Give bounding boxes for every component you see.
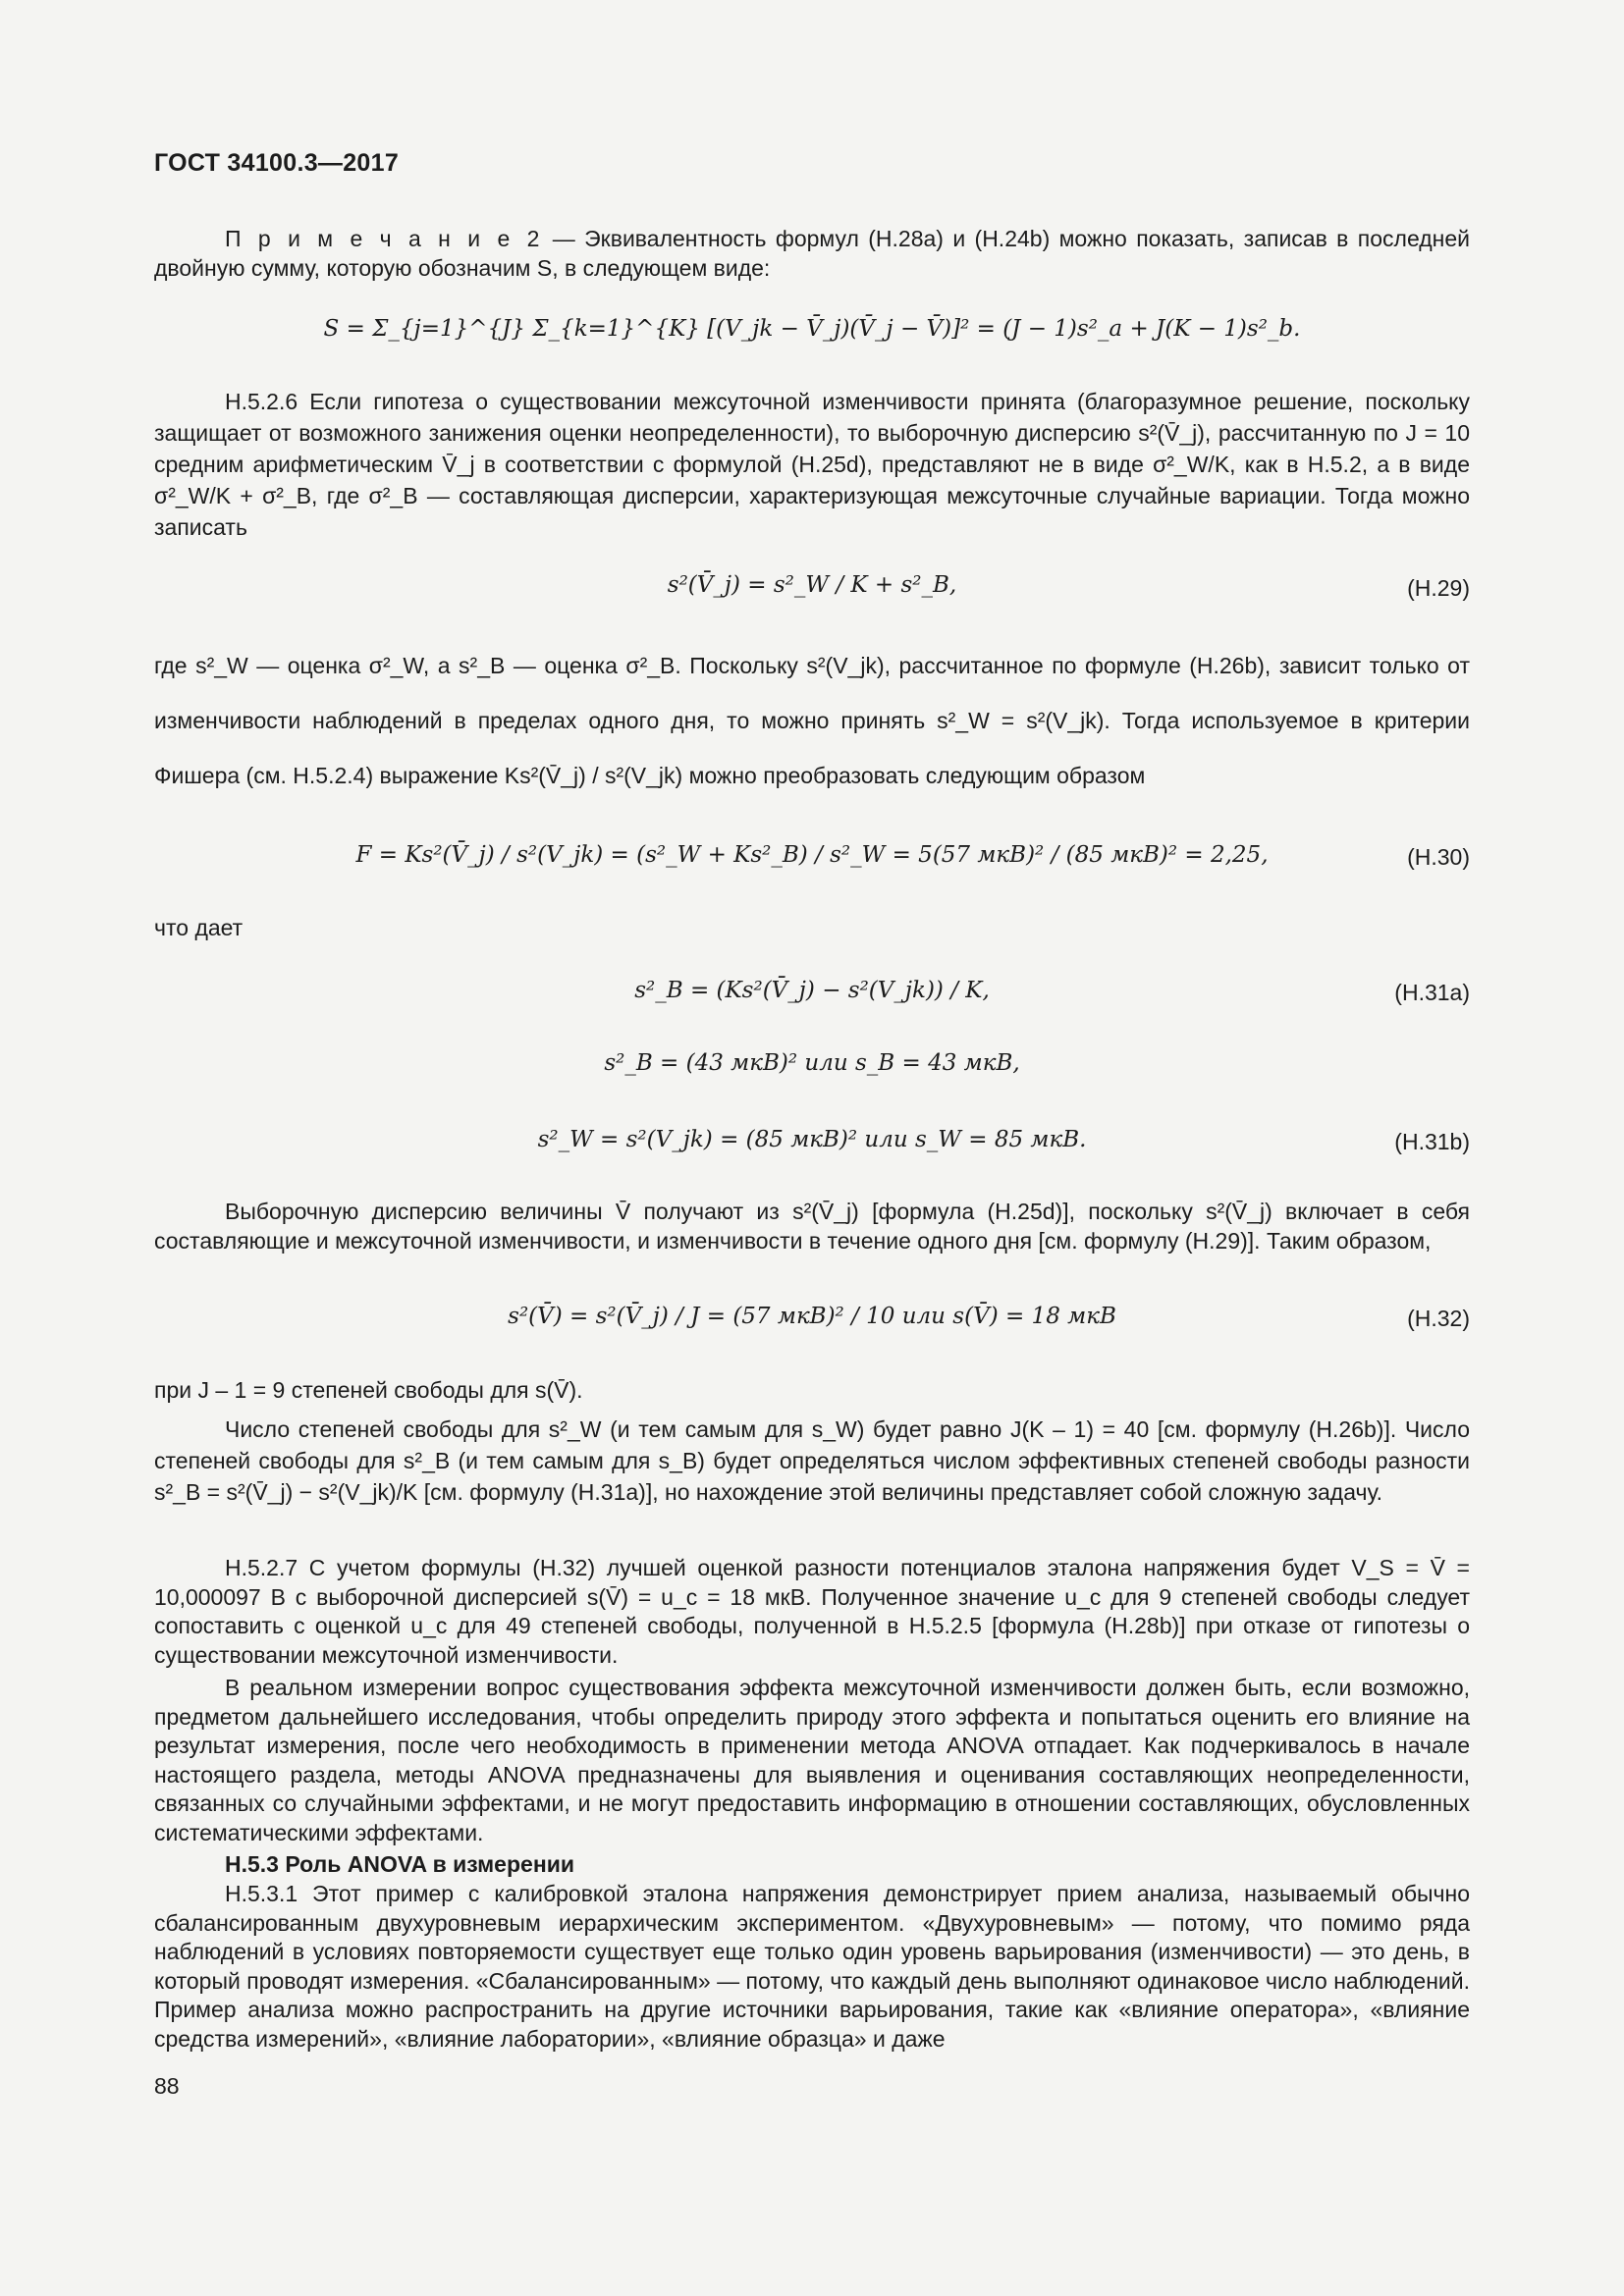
equation-number-h31b: (H.31b) <box>1394 1129 1470 1154</box>
page-number: 88 <box>154 2073 180 2099</box>
equation-number-h30: (H.30) <box>1407 844 1470 870</box>
note-paragraph <box>154 225 1470 283</box>
equation-number-h32: (H.32) <box>1407 1306 1470 1331</box>
note-prefix: П р и м е ч а н и е 2 <box>225 226 544 251</box>
formula-h31b: s²_W = s²(V_jk) = (85 мкВ)² или s_W = 85 мкВ. <box>537 1127 1087 1152</box>
formula-h30: F = Ks²(V̄_j) / s²(V_jk) = (s²_W + Ks²_B) / s²_W = 5(57 мкВ)² / (85 мкВ)² = 2,25, <box>355 842 1269 868</box>
paragraph-sample-variance: Выборочную дисперсию величины V̄ получают из s²(V̄_j) [формула (H.25d)], поскольку s²(V̄_j) включает в себя составляющие и межсуточной изменчивости, и изменчивости в течение одного дня [см. формулу (H.29)]. Таким образом, <box>154 1199 1470 1254</box>
formula-h29: s²(V̄_j) = s²_W / K + s²_B, <box>667 572 957 598</box>
paragraph-degrees-freedom: при J – 1 = 9 степеней свободы для s(V̄). <box>154 1377 583 1403</box>
note-text: — Эквивалентность формул (H.28a) и (H.24b) можно показать, записав в последней двойную сумму, которую обозначим S, в следующем виде: <box>154 226 1470 281</box>
paragraph-h527: H.5.2.7 С учетом формулы (H.32) лучшей оценкой разности потенциалов эталона напряжения будет V_S = V̄ = 10,000097 В с выборочной дисперсией s(V̄) = u_c = 18 мкВ. Полученное значение u_c для 9 степеней свободы следует сопоставить с оценкой u_c для 49 степеней свободы, полученной в H.5.2.5 [формула (H.28b)] при отказе от гипотезы о существовании межсуточной изменчивости. <box>154 1555 1470 1668</box>
formula-h32: s²(V̄) = s²(V̄_j) / J = (57 мкВ)² / 10 или s(V̄) = 18 мкВ <box>508 1304 1116 1329</box>
paragraph-degrees-count: Число степеней свободы для s²_W (и тем самым для s_W) будет равно J(K – 1) = 40 [см. формулу (H.26b)]. Число степеней свободы для s²_B (и тем самым для s_B) будет определяться числом эффективных степеней свободы разности s²_B = s²(V̄_j) − s²(V_jk)/K [см. формулу (H.31a)], но нахождение этой величины представляет собой сложную задачу. <box>154 1416 1470 1505</box>
paragraph-real-measurement: В реальном измерении вопрос существования эффекта межсуточной изменчивости должен быть, если возможно, предметом дальнейшего исследования, чтобы определить природу этого эффекта и попытаться оценить его влияние на результат измерения, после чего необходимость в применении метода ANOVA отпадает. Как подчеркивалось в начале настоящего раздела, методы ANOVA предназначены для выявления и оценивания составляющих неопределенности, связанных со случайными эффектами, и не могут предоставить информацию в отношении составляющих, обусловленных систематическими эффектами. <box>154 1675 1470 1845</box>
formula-h31a: s²_B = (Ks²(V̄_j) − s²(V_jk)) / K, <box>634 978 990 1003</box>
formula-s-sum: S = Σ_{j=1}^{J} Σ_{k=1}^{K} [(V_jk − V̄_j)(V̄_j − V̄)]² = (J − 1)s²_a + J(K − 1)s²_b. <box>323 316 1301 342</box>
equation-number-h29: (H.29) <box>1407 575 1470 601</box>
paragraph-h531: H.5.3.1 Этот пример с калибровкой эталона напряжения демонстрирует прием анализа, называемый обычно сбалансированным двухуровневым иерархическим экспериментом. «Двухуровневым» — потому, что помимо ряда наблюдений в условиях повторяемости существует еще только один уровень варьирования (изменчивости) — это день, в который проводят измерения. «Сбалансированным» — потому, что каждый день выполняют одинаковое число наблюдений. Пример анализа можно распространить на другие источники варьирования, такие как «влияние оператора», «влияние средства измерений», «влияние лаборатории», «влияние образца» и даже <box>154 1881 1470 2052</box>
paragraph-fisher: где s²_W — оценка σ²_W, а s²_B — оценка σ²_B. Поскольку s²(V_jk), рассчитанное по формуле (H.26b), зависит только от изменчивости наблюдений в пределах одного дня, то можно принять s²_W = s²(V_jk). Тогда используемое в критерии Фишера (см. H.5.2.4) выражение Ks²(V̄_j) / s²(V_jk) можно преобразовать следующим образом <box>154 653 1470 788</box>
paragraph-h526: H.5.2.6 Если гипотеза о существовании межсуточной изменчивости принята (благоразумное решение, поскольку защищает от возможного занижения оценки неопределенности), то выборочную дисперсию s²(V̄_j), рассчитанную по J = 10 средним арифметическим V̄_j в соответствии с формулой (H.25d), представляют не в виде σ²_W/K, как в H.5.2, а в виде σ²_W/K + σ²_B, где σ²_B — составляющая дисперсии, характеризующая межсуточные случайные вариации. Тогда можно записать <box>154 389 1470 540</box>
section-heading-h53: H.5.3 Роль ANOVA в измерении <box>225 1851 574 1877</box>
formula-h31a-value: s²_B = (43 мкВ)² или s_B = 43 мкВ, <box>604 1050 1020 1076</box>
document-header: ГОСТ 34100.3—2017 <box>154 149 400 177</box>
paragraph-gives: что дает <box>154 915 244 940</box>
equation-number-h31a: (H.31a) <box>1394 980 1470 1005</box>
